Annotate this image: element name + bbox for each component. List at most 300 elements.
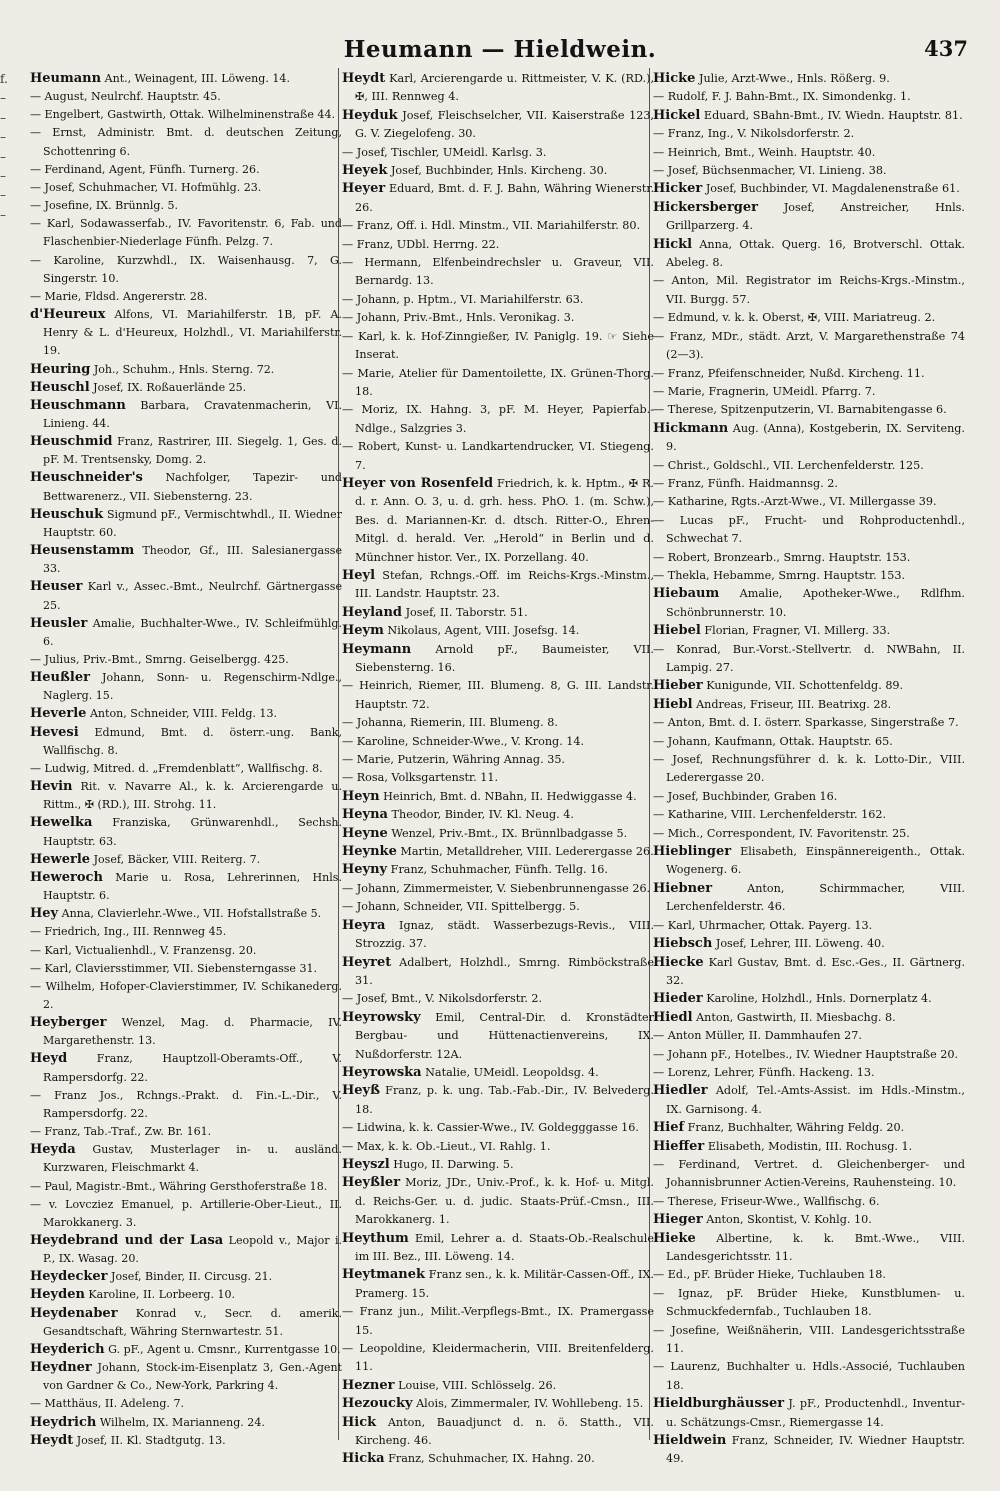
entry-surname: Hewelka xyxy=(30,815,93,831)
entry-surname: Heyrowska xyxy=(342,1064,422,1080)
directory-entry xyxy=(30,724,342,760)
entry-details: Josef, Lehrer, III. Löweng. 40. xyxy=(712,937,885,951)
directory-entry xyxy=(30,288,342,306)
directory-entry xyxy=(653,1266,965,1284)
entry-details: Albertine, k. k. Bmt.-Wwe., VIII. Landesgerichtsstr. 11. xyxy=(666,1231,965,1263)
entry-details: — Therese, Friseur-Wwe., Wallfischg. 6. xyxy=(653,1194,880,1208)
entry-surname: Hevin xyxy=(30,779,73,795)
entry-surname: Hevesi xyxy=(30,724,79,740)
directory-entry xyxy=(342,714,654,732)
entry-surname: Heyret xyxy=(342,954,392,970)
directory-entry xyxy=(653,457,965,475)
directory-entry xyxy=(342,751,654,769)
entry-details: Louise, VIII. Schlösselg. 26. xyxy=(394,1378,557,1392)
entry-surname: Heußler xyxy=(30,670,90,686)
directory-entry xyxy=(653,1211,965,1229)
entry-details: Adolf, Tel.-Amts-Assist. im Hdls.-Minstm., IX. Garnisong. 4. xyxy=(666,1084,965,1116)
entry-details: Franz, Schuhmacher, IX. Hahng. 20. xyxy=(384,1452,595,1466)
entry-surname: Hick xyxy=(342,1414,377,1430)
directory-entry xyxy=(653,144,965,162)
entry-details: — Johann, Priv.-Bmt., Hnls. Veronikag. 3. xyxy=(342,311,575,325)
directory-entry xyxy=(342,162,654,180)
directory-entry xyxy=(30,1359,342,1395)
directory-entry xyxy=(30,70,342,88)
directory-entry xyxy=(653,1119,965,1137)
entry-details: Alois, Zimmermaler, IV. Wohllebeng. 15. xyxy=(412,1397,644,1411)
entry-details: — Rudolf, F. J. Bahn-Bmt., IX. Simondenkg. 1. xyxy=(653,90,911,104)
margin-fragment: – xyxy=(0,149,6,164)
directory-entry xyxy=(653,733,965,751)
directory-entry xyxy=(342,788,654,806)
entry-details: — Paul, Magistr.-Bmt., Währing Gersthoferstraße 18. xyxy=(30,1179,328,1193)
directory-entry xyxy=(30,197,342,215)
entry-surname: Hicka xyxy=(342,1451,385,1467)
directory-entry xyxy=(30,760,342,778)
entry-details: — Ignaz, pF. Brüder Hieke, Kunstblumen- u. Schmuckfedernfab., Tuchlauben 18. xyxy=(653,1286,965,1319)
directory-entry xyxy=(653,1358,965,1395)
entry-details: — Ludwig, Mitred. d. „Fremdenblatt“, Wallfischg. 8. xyxy=(30,761,323,775)
directory-entry xyxy=(342,1414,654,1451)
entry-details: — Heinrich, Riemer, III. Blumeng. 8, G. III. Landstr. Hauptstr. 72. xyxy=(342,679,654,711)
directory-entry xyxy=(342,898,654,916)
entry-details: — Anton, Bmt. d. I. österr. Sparkasse, Singerstraße 7. xyxy=(653,716,959,730)
entry-surname: Heyna xyxy=(342,807,388,823)
entry-details: Josef, Binder, II. Circusg. 21. xyxy=(107,1270,273,1284)
directory-entry xyxy=(342,1009,654,1064)
entry-details: — Anton, Mil. Registrator im Reichs-Krgs.-Minstm., VII. Burgg. 57. xyxy=(653,274,965,306)
entry-surname: Hiebaum xyxy=(653,586,720,602)
entry-details: — Josefine, Weißnäherin, VIII. Landesgerichtsstraße 11. xyxy=(653,1323,965,1356)
entry-details: — Lorenz, Lehrer, Fünfh. Hackeng. 13. xyxy=(653,1065,875,1079)
entry-details: — Karl, k. k. Hof-Zinngießer, IV. Paniglg. 19. ☞ Siehe Inserat. xyxy=(342,329,654,362)
entry-details: — Josef, Schuhmacher, VI. Hofmühlg. 23. xyxy=(30,180,262,194)
entry-details: Arnold pF., Baumeister, VII. Siebensterng. 16. xyxy=(355,642,654,674)
directory-entry xyxy=(30,361,342,379)
directory-entry xyxy=(30,88,342,106)
entry-details: — Johann, Schneider, VII. Spittelbergg. 5. xyxy=(342,900,580,914)
entry-details: — Josef, Büchsenmacher, VI. Linieng. 38. xyxy=(653,164,887,178)
directory-entry xyxy=(30,1141,342,1177)
entry-details: — Therese, Spitzenputzerin, VI. Barnabitengasse 6. xyxy=(653,403,947,417)
directory-entry xyxy=(342,825,654,843)
directory-entry xyxy=(342,1395,654,1413)
entry-surname: Hey xyxy=(30,906,59,922)
entry-details: Adalbert, Holzhdl., Smrng. Rimböckstraße 31. xyxy=(355,955,654,987)
entry-surname: Heuser xyxy=(30,579,83,595)
directory-entry xyxy=(653,401,965,419)
entry-details: Theodor, Binder, IV. Kl. Neug. 4. xyxy=(387,808,574,822)
directory-entry xyxy=(30,215,342,251)
entry-surname: Heydt xyxy=(342,71,386,86)
entry-surname: Hiebl xyxy=(653,696,693,712)
entry-details: Emil, Central-Dir. d. Kronstädter Bergbau- und Hüttenactienvereins, IX. Nußdorferstr. 12A. xyxy=(355,1010,654,1061)
entry-details: — Lucas pF., Frucht- und Rohproductenhdl., Schwechat 7. xyxy=(653,513,965,546)
directory-entry xyxy=(653,806,965,824)
entry-details: — Katharine, VIII. Lerchenfelderstr. 162. xyxy=(653,808,886,822)
directory-entry xyxy=(653,1193,965,1211)
entry-surname: Heythum xyxy=(342,1230,409,1246)
directory-entry xyxy=(342,769,654,787)
directory-entry xyxy=(30,542,342,578)
entry-surname: Heweroch xyxy=(30,869,103,885)
entry-details: — Lidwina, k. k. Cassier-Wwe., IV. Goldegggasse 16. xyxy=(342,1121,639,1135)
entry-surname: Heuring xyxy=(30,361,91,377)
entry-details: Martin, Metalldreher, VIII. Lederergasse 26. xyxy=(396,845,654,859)
margin-fragment: – xyxy=(0,188,6,203)
entry-surname: Heyduk xyxy=(342,107,398,123)
entry-details: Aug. (Anna), Kostgeberin, IX. Serviteng. 9. xyxy=(666,421,965,454)
entry-details: Franz, Schuhmacher, Fünfh. Tellg. 16. xyxy=(387,863,608,877)
entry-surname: Hezoucky xyxy=(342,1396,413,1412)
entry-surname: Hickel xyxy=(653,107,701,123)
directory-entry xyxy=(30,1014,342,1050)
directory-entry xyxy=(653,825,965,843)
entry-details: — Karoline, Schneider-Wwe., V. Krong. 14. xyxy=(342,734,585,748)
directory-entry xyxy=(653,365,965,383)
directory-entry xyxy=(653,107,965,125)
entry-surname: Heyne xyxy=(342,825,388,841)
directory-entry xyxy=(653,493,965,511)
entry-details: — Karl, Claviersstimmer, VII. Siebensterngasse 31. xyxy=(30,961,318,975)
entry-details: Josef, IX. Roßauerlände 25. xyxy=(89,380,247,394)
directory-entry xyxy=(30,469,342,505)
entry-surname: Heyd xyxy=(30,1051,68,1067)
directory-entry xyxy=(653,1046,965,1064)
entry-details: — Ed., pF. Brüder Hieke, Tuchlauben 18. xyxy=(653,1268,886,1282)
directory-entry xyxy=(30,960,342,978)
entry-details: — Leopoldine, Kleidermacherin, VIII. Breitenfelderg. 11. xyxy=(342,1342,654,1374)
directory-entry xyxy=(30,669,342,705)
entry-details: Gustav, Musterlager in- u. ausländ. Kurzwaren, Fleischmarkt 4. xyxy=(43,1143,342,1175)
entry-surname: Heyer xyxy=(342,181,386,197)
entry-details: Franz, p. k. ung. Tab.-Fab.-Dir., IV. Belvederg. 18. xyxy=(355,1084,654,1116)
entry-details: — Ernst, Administr. Bmt. d. deutschen Zeitung, Schottenring 6. xyxy=(30,126,342,158)
directory-entry xyxy=(342,1303,654,1340)
entry-surname: Hickmann xyxy=(653,420,729,436)
entry-details: — Johann, Kaufmann, Ottak. Hauptstr. 65. xyxy=(653,734,893,748)
entry-details: — Johann, p. Hptm., VI. Mariahilferstr. 63. xyxy=(342,292,584,306)
column-2 xyxy=(342,70,654,1470)
margin-fragment: – xyxy=(0,91,6,106)
directory-entry xyxy=(653,954,965,991)
entry-surname: Hiebel xyxy=(653,623,701,639)
directory-entry xyxy=(342,365,654,402)
directory-entry xyxy=(342,107,654,144)
entry-details: Ant., Weinagent, III. Löweng. 14. xyxy=(101,72,290,85)
entry-details: Amalie, Apotheker-Wwe., Rdlfhm. Schönbrunnerstr. 10. xyxy=(666,587,965,619)
entry-details: Anton, Gastwirth, II. Miesbachg. 8. xyxy=(692,1010,896,1024)
entry-details: — Rosa, Volksgartenstr. 11. xyxy=(342,771,499,785)
entry-details: — Marie, Atelier für Damentoilette, IX. Grünen-Thorg. 18. xyxy=(342,366,654,398)
entry-details: Emil, Lehrer a. d. Staats-Ob.-Realschule im III. Bez., III. Löweng. 14. xyxy=(355,1231,654,1263)
entry-details: — Franz, MDr., städt. Arzt, V. Margarethenstraße 74 (2—3). xyxy=(653,329,965,362)
entry-surname: Hicker xyxy=(653,181,703,197)
entry-details: — Marie, Fldsd. Angererstr. 28. xyxy=(30,289,208,303)
directory-entry xyxy=(30,869,342,905)
entry-surname: Heyer von Rosenfeld xyxy=(342,475,494,491)
directory-entry xyxy=(653,1230,965,1267)
directory-entry xyxy=(30,252,342,288)
directory-entry xyxy=(653,1322,965,1359)
directory-entry xyxy=(653,751,965,788)
directory-entry xyxy=(653,420,965,457)
entry-surname: Heydenaber xyxy=(30,1305,118,1321)
directory-entry xyxy=(342,1138,654,1156)
entry-surname: Heyda xyxy=(30,1142,76,1158)
directory-entry xyxy=(653,1395,965,1432)
entry-details: Kunigunde, VII. Schottenfeldg. 89. xyxy=(702,679,904,693)
entry-details: Heinrich, Bmt. d. NBahn, II. Hedwiggasse 4. xyxy=(379,789,637,803)
entry-surname: Heyra xyxy=(342,917,386,933)
entry-details: Wenzel, Priv.-Bmt., IX. Brünnlbadgasse 5. xyxy=(387,826,628,840)
entry-surname: Heyszl xyxy=(342,1156,390,1172)
entry-details: — Franz jun., Milit.-Verpflegs-Bmt., IX. Pramergasse 15. xyxy=(342,1305,654,1337)
entry-surname: Hieldwein xyxy=(653,1433,727,1449)
entry-details: Johann, Stock-im-Eisenplatz 3, Gen.-Agent von Gardner & Co., New-York, Parkring 4. xyxy=(43,1361,342,1393)
directory-entry xyxy=(653,236,965,273)
directory-entry xyxy=(30,814,342,850)
directory-entry xyxy=(653,990,965,1008)
entry-details: — Friedrich, Ing., III. Rennweg 45. xyxy=(30,925,227,939)
directory-entry xyxy=(342,1174,654,1229)
entry-surname: Heytmanek xyxy=(342,1267,426,1283)
directory-entry xyxy=(342,641,654,678)
entry-details: — Karl, Sodawasserfab., IV. Favoritenstr. 6, Fab. und Flaschenbier-Niederlage Fünfh. Pelzg. 7. xyxy=(30,217,342,249)
directory-entry xyxy=(653,1432,965,1469)
directory-entry xyxy=(30,1050,342,1086)
entry-surname: Heuschneider's xyxy=(30,470,143,486)
entry-details: Karl v., Assec.-Bmt., Neulrchf. Gärtnergasse 25. xyxy=(43,580,342,612)
entry-details: — Katharine, Rgts.-Arzt-Wwe., VI. Millergasse 39. xyxy=(653,495,937,509)
directory-entry xyxy=(30,1178,342,1196)
margin-fragment: – xyxy=(0,169,6,184)
directory-entry xyxy=(30,942,342,960)
directory-entry xyxy=(342,1377,654,1395)
entry-details: Franz, Schneider, IV. Wiedner Hauptstr. 49. xyxy=(666,1434,965,1466)
entry-surname: Heyßler xyxy=(342,1175,401,1191)
directory-entry xyxy=(342,144,654,162)
entry-surname: Heyrowsky xyxy=(342,1009,421,1025)
entry-details: G. pF., Agent u. Cmsnr., Kurrentgasse 10. xyxy=(104,1342,341,1356)
directory-entry xyxy=(342,217,654,235)
directory-entry xyxy=(653,549,965,567)
directory-entry xyxy=(342,843,654,861)
directory-entry xyxy=(342,1156,654,1174)
entry-details: — Johanna, Riemerin, III. Blumeng. 8. xyxy=(342,716,558,730)
directory-entry xyxy=(30,1196,342,1232)
entry-surname: Hieke xyxy=(653,1230,696,1246)
directory-entry xyxy=(342,1450,654,1468)
entry-surname: Hieffer xyxy=(653,1138,705,1154)
entry-surname: Heym xyxy=(342,623,384,639)
entry-surname: Heuschmann xyxy=(30,397,126,413)
entry-surname: Hief xyxy=(653,1120,685,1136)
entry-details: Anna, Ottak. Querg. 16, Brotverschl. Ottak. Abeleg. 8. xyxy=(666,237,965,270)
entry-details: Marie u. Rosa, Lehrerinnen, Hnls. Hauptstr. 6. xyxy=(43,870,342,903)
directory-entry xyxy=(30,1232,342,1268)
entry-details: — Franz, Tab.-Traf., Zw. Br. 161. xyxy=(30,1125,212,1139)
directory-entry xyxy=(653,622,965,640)
entry-details: Friedrich, k. k. Hptm., ✠ R. d. r. Ann. O. 3, u. d. grh. hess. PhO. 1. (m. Schw.), Bes. d. Mariannen-Kr. d. dtsch. Ritter-O., Ehren-Mitgl. d. herald. Ver. „Herold“ in Berlin und d. Münchner histor. Ver., IX. Porzellang. 40. xyxy=(355,476,654,564)
entry-details: Natalie, UMeidl. Leopoldsg. 4. xyxy=(421,1065,599,1079)
page-header xyxy=(0,36,1000,72)
margin-fragment: – xyxy=(0,110,6,125)
entry-details: Anton, Schneider, VIII. Feldg. 13. xyxy=(86,707,277,721)
entry-details: Rit. v. Navarre Al., k. k. Arcierengarde u. Rittm., ✠ (RD.), III. Strohg. 11. xyxy=(43,780,342,812)
directory-entry xyxy=(342,1082,654,1119)
entry-details: Sigmund pF., Vermischtwhdl., II. Wiedner Hauptstr. 60. xyxy=(43,507,342,539)
directory-entry xyxy=(342,567,654,604)
directory-entry xyxy=(30,1432,342,1450)
directory-entry xyxy=(30,578,342,614)
directory-entry xyxy=(342,328,654,365)
directory-entry xyxy=(653,1082,965,1119)
entry-details: — Marie, Fragnerin, UMeidl. Pfarrg. 7. xyxy=(653,384,876,398)
directory-entry xyxy=(653,309,965,327)
entry-surname: Hiebner xyxy=(653,880,713,896)
entry-details: Hugo, II. Darwing. 5. xyxy=(389,1157,514,1171)
entry-details: Anna, Clavierlehr.-Wwe., VII. Hofstallstraße 5. xyxy=(58,907,322,921)
directory-entry xyxy=(342,990,654,1008)
entry-details: — v. Lovcziez Emanuel, p. Artillerie-Ober-Lieut., II. Marokkanerg. 3. xyxy=(30,1197,342,1229)
entry-details: — Moriz, IX. Hahng. 3, pF. M. Heyer, Papierfab.-Ndlge., Salzgries 3. xyxy=(342,403,654,435)
entry-details: Josef, II. Kl. Stadtgutg. 13. xyxy=(73,1433,226,1447)
entry-details: J. pF., Productenhdl., Inventur- u. Schätzungs-Cmsr., Riemergasse 14. xyxy=(666,1397,965,1429)
directory-entry xyxy=(342,309,654,327)
entry-surname: Heydecker xyxy=(30,1269,108,1285)
entry-details: Theodor, Gf., III. Salesianergasse 33. xyxy=(43,544,342,576)
entry-surname: Heusenstamm xyxy=(30,543,135,559)
entry-surname: Heydebrand und der Lasa xyxy=(30,1233,224,1248)
entry-details: Anton, Schirmmacher, VIII. Lerchenfelderstr. 46. xyxy=(666,881,965,914)
directory-entry xyxy=(653,1064,965,1082)
entry-details: Elisabeth, Modistin, III. Rochusg. 1. xyxy=(704,1139,913,1153)
directory-entry xyxy=(30,1286,342,1304)
entry-details: Franziska, Grünwarenhdl., Sechsh. Hauptstr. 63. xyxy=(43,816,342,848)
directory-entry xyxy=(342,861,654,879)
entry-details: Florian, Fragner, VI. Millerg. 33. xyxy=(700,624,891,638)
entry-surname: Heyß xyxy=(342,1083,380,1099)
entry-details: — Hermann, Elfenbeindrechsler u. Graveur, VII. Bernardg. 13. xyxy=(342,256,654,288)
entry-surname: Heyden xyxy=(30,1287,85,1303)
directory-entry xyxy=(342,254,654,291)
entry-details: Alfons, VI. Mariahilferstr. 1B, pF. A. Henry & L. d'Heureux, Holzhdl., VI. Mariahilferstr. 19. xyxy=(43,308,342,358)
entry-details: Barbara, Cravatenmacherin, VI. Linieng. 44. xyxy=(43,398,342,430)
entry-details: — Karl, Uhrmacher, Ottak. Payerg. 13. xyxy=(653,918,873,932)
entry-details: Karoline, II. Lorbeerg. 10. xyxy=(84,1288,236,1302)
directory-entry xyxy=(30,651,342,669)
directory-entry xyxy=(30,705,342,723)
directory-entry xyxy=(653,843,965,880)
entry-details: — Karoline, Kurzwhdl., IX. Waisenhausg. 7, G. Singerstr. 10. xyxy=(30,253,342,285)
entry-details: — Franz Jos., Rchngs.-Prakt. d. Fin.-L.-Dir., V. Rampersdorfg. 22. xyxy=(30,1088,342,1120)
directory-entry xyxy=(653,180,965,198)
directory-entry xyxy=(342,180,654,217)
directory-entry xyxy=(653,512,965,549)
directory-entry xyxy=(653,585,965,622)
entry-details: Anton, Skontist, V. Kohlg. 10. xyxy=(702,1213,872,1227)
margin-fragment: – xyxy=(0,130,6,145)
entry-details: — Johann pF., Hotelbes., IV. Wiedner Hauptstraße 20. xyxy=(653,1047,959,1061)
directory-entry xyxy=(653,677,965,695)
entry-surname: Heydrich xyxy=(30,1414,97,1430)
entry-surname: Heyn xyxy=(342,788,380,804)
directory-entry xyxy=(653,383,965,401)
entry-details: — Edmund, v. k. k. Oberst, ✠, VIII. Mariatreug. 2. xyxy=(653,311,936,325)
entry-details: — Max, k. k. Ob.-Lieut., VI. Rahlg. 1. xyxy=(342,1139,551,1153)
directory-entry xyxy=(653,567,965,585)
entry-surname: Heuschmid xyxy=(30,434,113,450)
directory-entry xyxy=(653,641,965,678)
entry-details: Nachfolger, Tapezir- und Bettwarenerz., VII. Siebensterng. 23. xyxy=(43,471,342,503)
entry-surname: Hieger xyxy=(653,1212,703,1228)
directory-entry xyxy=(653,880,965,917)
entry-details: Stefan, Rchngs.-Off. im Reichs-Krgs.-Minstm., III. Landstr. Hauptstr. 23. xyxy=(355,568,654,601)
entry-surname: Hezner xyxy=(342,1377,395,1393)
entry-details: Eduard, SBahn-Bmt., IV. Wiedn. Hauptstr. 81. xyxy=(700,108,963,122)
previous-page-margin xyxy=(0,70,16,225)
entry-surname: Heumann xyxy=(30,71,102,86)
directory-entry xyxy=(30,161,342,179)
entry-details: Moriz, JDr., Univ.-Prof., k. k. Hof- u. Mitgl. d. Reichs-Ger. u. d. judic. Staats-Prüf.-Cmsn., III. Marokkanerg. 1. xyxy=(355,1176,654,1227)
directory-entry xyxy=(30,379,342,397)
entry-details: Franz, Buchhalter, Währing Feldg. 20. xyxy=(684,1121,905,1135)
entry-details: Ignaz, städt. Wasserbezugs-Revis., VIII. Strozzig. 37. xyxy=(355,918,654,951)
entry-surname: Heuschuk xyxy=(30,506,104,522)
entry-details: Julie, Arzt-Wwe., Hnls. Rößerg. 9. xyxy=(695,72,890,85)
directory-entry xyxy=(653,272,965,309)
entry-details: — Marie, Putzerin, Währing Annag. 35. xyxy=(342,753,565,767)
directory-entry xyxy=(30,615,342,651)
directory-entry xyxy=(653,88,965,106)
entry-details: — Ferdinand, Vertret. d. Gleichenberger- und Johannisbrunner Actien-Vereins, Rauhensteing. 10. xyxy=(653,1157,965,1190)
entry-surname: Hieldburghäusser xyxy=(653,1396,785,1412)
directory-entry xyxy=(342,1266,654,1303)
directory-entry xyxy=(653,696,965,714)
directory-entry xyxy=(30,506,342,542)
entry-details: — Matthäus, II. Adeleng. 7. xyxy=(30,1397,184,1411)
directory-entry xyxy=(653,714,965,732)
column-1 xyxy=(30,70,342,1470)
entry-details: Franz, Rastrirer, III. Siegelg. 1, Ges. d. pF. M. Trentsensky, Domg. 2. xyxy=(43,435,342,467)
directory-entry xyxy=(30,433,342,469)
entry-surname: Heyberger xyxy=(30,1015,107,1031)
directory-entry xyxy=(653,788,965,806)
directory-entry xyxy=(30,923,342,941)
entry-surname: Heydner xyxy=(30,1360,92,1376)
entry-details: — Franz, Pfeifenschneider, Nußd. Kircheng. 11. xyxy=(653,366,925,380)
directory-entry xyxy=(30,124,342,160)
directory-entry xyxy=(30,1268,342,1286)
margin-fragment: f. xyxy=(0,72,8,86)
entry-surname: Hiebsch xyxy=(653,936,713,952)
entry-surname: Hiedler xyxy=(653,1083,708,1099)
directory-entry xyxy=(30,1305,342,1341)
directory-entry xyxy=(30,306,342,360)
directory-entry xyxy=(653,328,965,365)
entry-surname: Heymann xyxy=(342,641,412,657)
directory-entry xyxy=(342,438,654,475)
directory-entry xyxy=(30,397,342,433)
directory-entry xyxy=(653,475,965,493)
entry-surname: Heydt xyxy=(30,1432,74,1448)
directory-entry xyxy=(30,1087,342,1123)
directory-entry xyxy=(342,677,654,714)
entry-surname: Heynke xyxy=(342,844,397,860)
directory-entry xyxy=(30,978,342,1014)
page-number: 437 xyxy=(924,36,968,61)
entry-details: — Ferdinand, Agent, Fünfh. Turnerg. 26. xyxy=(30,162,260,176)
